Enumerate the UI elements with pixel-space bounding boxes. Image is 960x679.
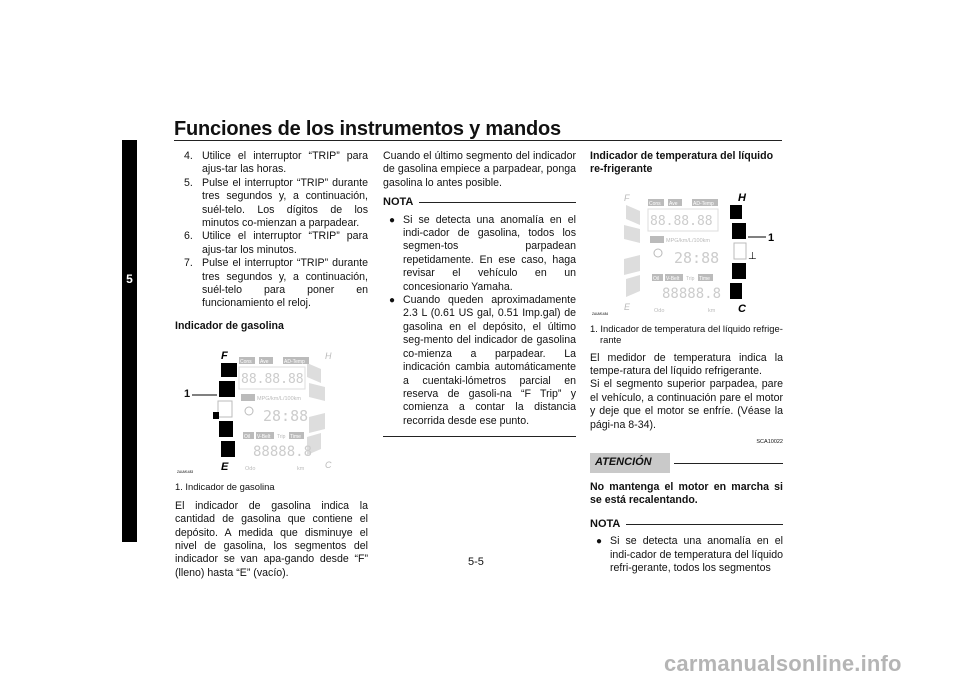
svg-text:88888.8: 88888.8 <box>253 444 313 461</box>
fuel-heading: Indicador de gasolina <box>175 319 284 332</box>
svg-text:V-Belt: V-Belt <box>257 434 271 441</box>
coolant-cold-letter: C <box>738 302 746 315</box>
thermometer-icon: ⊥ <box>748 250 757 262</box>
svg-text:88.88.88: 88.88.88 <box>241 372 304 388</box>
list-item: ● Si se detecta una anomalía en el indi-cador de temperatura del líquido refri-gerante, todos los segmentos <box>596 535 783 574</box>
header-rule <box>174 140 782 141</box>
clock-steps <box>175 150 368 311</box>
list-item: 4. Utilice el interruptor “TRIP” para ajus-tar las horas. <box>184 150 368 176</box>
svg-text:MPG/km/L/100km: MPG/km/L/100km <box>666 237 711 244</box>
svg-text:AD-Temp: AD-Temp <box>693 200 714 207</box>
page-number: 5-5 <box>468 556 484 568</box>
svg-text:C: C <box>325 460 332 471</box>
svg-text:Trip: Trip <box>277 434 286 441</box>
svg-text:V-Belt: V-Belt <box>666 275 680 282</box>
watermark: carmanualsonline.info <box>664 651 902 676</box>
caution-code: SCA10022 <box>756 439 783 446</box>
svg-text:AD-Temp: AD-Temp <box>284 359 305 366</box>
list-item: 7. Pulse el interruptor “TRIP” durante tres segundos y, a continuación, suél-telo para poner en funcionamiento el reloj. <box>184 257 368 310</box>
list-item: 5. Pulse el interruptor “TRIP” durante tres segundos y, a continuación, suél-telo. Los dígitos de los minutos co-mienzan a parpadear. <box>184 176 368 230</box>
fuel-full-letter: F <box>221 350 228 363</box>
note-list <box>383 214 576 429</box>
fuel-gauge-figure <box>175 339 368 479</box>
figure-caption: 1. Indicador de temperatura del líquido refrige-rante <box>590 322 783 346</box>
svg-text:Oil: Oil <box>653 275 660 282</box>
figure-caption: 1. Indicador de gasolina <box>175 481 275 493</box>
coolant-heading: Indicador de temperatura del líquido re-frigerante <box>590 150 774 176</box>
coolant-paragraph-1: El medidor de temperatura indica la tempe-ratura del líquido refrigerante. <box>590 351 783 378</box>
svg-text:H: H <box>325 351 332 362</box>
list-item: ● Si se detecta una anomalía en el indi-cador de gasolina, todos los segmen-tos parpadean repetidamente. En ese caso, haga revisar el vehículo en un concesionario Yamaha. <box>389 213 576 293</box>
svg-text:Time: Time <box>699 275 710 282</box>
svg-text:Ave: Ave <box>260 359 269 366</box>
figure-code: ZAUM1484 <box>592 311 609 316</box>
svg-text:28:88: 28:88 <box>263 407 309 426</box>
attention-heading <box>590 453 783 472</box>
coolant-hot-letter: H <box>738 191 746 204</box>
svg-text:28:88: 28:88 <box>674 248 720 267</box>
list-item: ● Cuando queden aproximadamente 2.3 L (0.61 US gal, 0.51 Imp.gal) de gasolina en el depósito, el último seg-mento del indicador de gasolina co-mienza a parpadear. La indicación cambia automáticamente a cuentaki-lómetros parcial en reserva de gasoli-na “F Trip” y comienza a contar la distancia recorrida desde ese punto. <box>389 294 576 427</box>
svg-text:Time: Time <box>290 434 301 441</box>
bullet-icon: ● <box>389 295 396 307</box>
svg-text:Odo: Odo <box>245 466 256 473</box>
figure-callout: 1 <box>184 388 191 401</box>
svg-text:km: km <box>708 307 716 314</box>
svg-text:F: F <box>624 192 630 203</box>
column-2 <box>383 150 576 437</box>
attention-label: ATENCIÓN <box>590 453 670 472</box>
list-item: 6. Utilice el interruptor “TRIP” para ajus-tar los minutos. <box>184 230 368 256</box>
note-list <box>590 535 783 575</box>
svg-text:Cons: Cons <box>649 200 661 207</box>
page-title: Funciones de los instrumentos y mandos <box>174 118 561 140</box>
svg-text:MPG/km/L/100km: MPG/km/L/100km <box>257 396 302 403</box>
svg-text:km: km <box>297 466 305 473</box>
svg-text:Ave: Ave <box>669 200 678 207</box>
fuel-paragraph: El indicador de gasolina indica la cantidad de gasolina que contiene el depósito. A medida que disminuye el nivel de gasolina, los segmentos del indicador se van apa-gando desde “F” (lleno) hasta “E” (vacío). <box>175 499 368 579</box>
section-tab-number: 5 <box>126 272 133 286</box>
figure-callout: 1 <box>768 231 775 244</box>
fuel-empty-letter: E <box>221 461 229 474</box>
bullet-icon: ● <box>389 214 396 226</box>
note-heading: NOTA <box>383 196 576 209</box>
svg-text:88.88.88: 88.88.88 <box>650 213 713 229</box>
svg-text:88888.8: 88888.8 <box>662 285 722 302</box>
column-3 <box>590 150 783 575</box>
figure-code: ZAUM1483 <box>177 470 194 475</box>
note-end-rule <box>383 436 576 437</box>
svg-text:Cons: Cons <box>240 359 252 366</box>
fuel-display-illustration <box>175 339 368 479</box>
coolant-paragraph-2: Si el segmento superior parpadea, pare el vehículo, a continuación pare el motor y deje que el motor se enfríe. (Véase la pági-na 8-34). <box>590 378 783 431</box>
svg-text:E: E <box>624 301 631 312</box>
section-tab <box>122 140 137 542</box>
fuel-refill-paragraph: Cuando el último segmento del indicador de gasolina empiece a parpadear, ponga gasolina lo antes posible. <box>383 150 576 189</box>
svg-text:Oil: Oil <box>244 434 251 441</box>
coolant-gauge-figure <box>590 181 783 321</box>
svg-text:Odo: Odo <box>654 307 665 314</box>
bullet-icon: ● <box>596 536 603 548</box>
attention-text: No mantenga el motor en marcha si se está recalentando. <box>590 480 783 507</box>
note-heading: NOTA <box>590 518 783 531</box>
coolant-display-illustration <box>590 181 783 321</box>
column-1 <box>175 150 368 580</box>
svg-text:Trip: Trip <box>686 275 695 282</box>
